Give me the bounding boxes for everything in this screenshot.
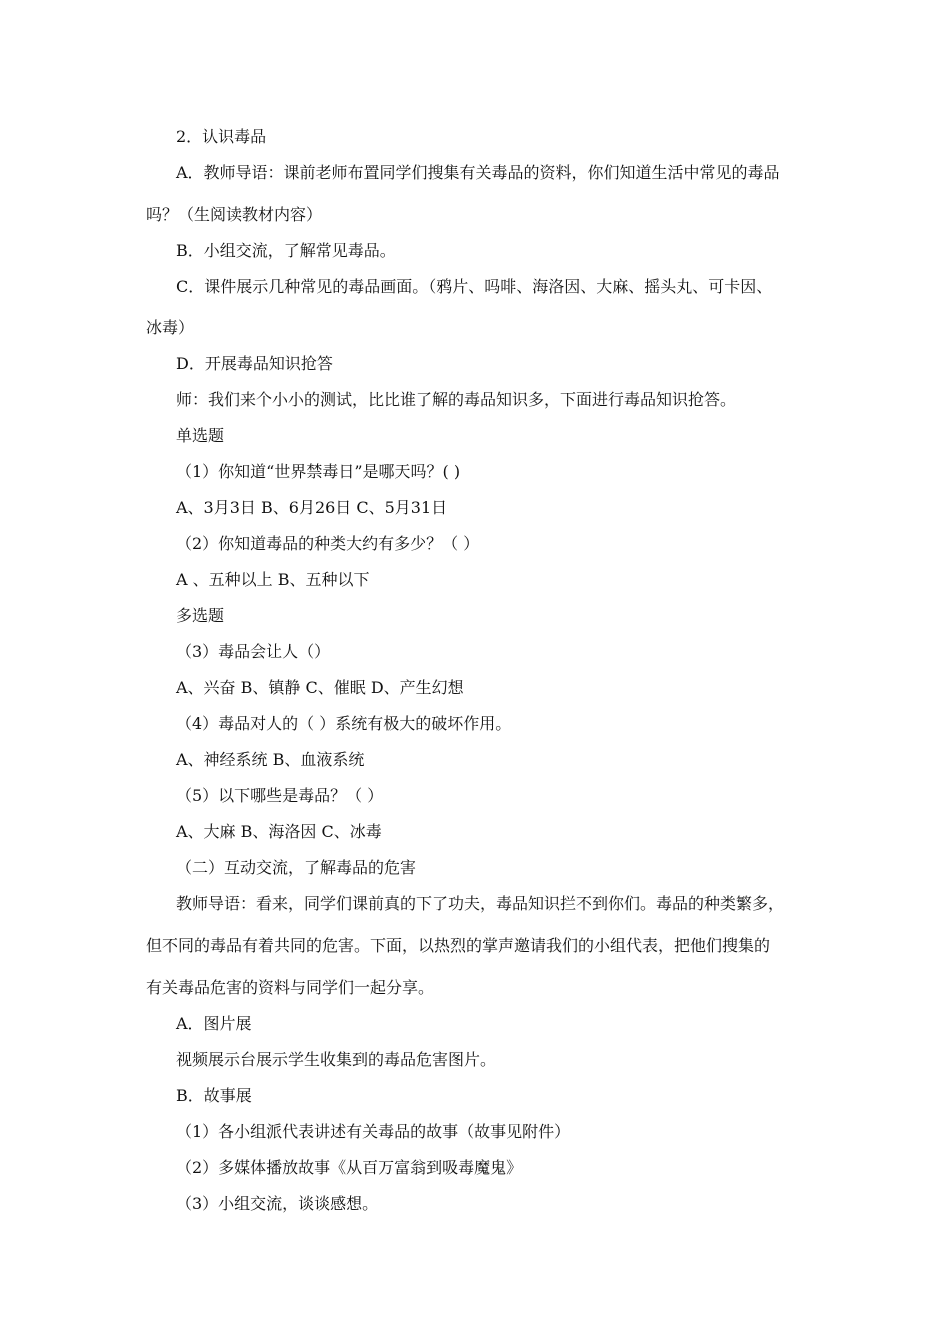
quiz-question: （2）你知道毒品的种类大约有多少？（ ） bbox=[176, 534, 480, 553]
quiz-question: （4）毒品对人的（ ）系统有极大的破坏作用。 bbox=[176, 714, 512, 733]
paragraph-line: 吗？（生阅读教材内容） bbox=[146, 205, 323, 224]
list-item: （3）小组交流，谈谈感想。 bbox=[176, 1194, 379, 1213]
section-heading: 2．认识毒品 bbox=[176, 127, 267, 146]
quiz-options: A、兴奋 B、镇静 C、催眠 D、产生幻想 bbox=[176, 678, 464, 697]
section-heading: （二）互动交流，了解毒品的危害 bbox=[176, 858, 417, 877]
quiz-options: A、大麻 B、海洛因 C、冰毒 bbox=[176, 822, 382, 841]
paragraph-line: B．小组交流，了解常见毒品。 bbox=[176, 241, 396, 260]
quiz-options: A 、五种以上 B、五种以下 bbox=[176, 570, 370, 589]
paragraph-line: 师：我们来个小小的测试，比比谁了解的毒品知识多，下面进行毒品知识抢答。 bbox=[176, 390, 737, 409]
paragraph-line: C．课件展示几种常见的毒品画面。（鸦片、吗啡、海洛因、大麻、摇头丸、可卡因、 bbox=[176, 277, 773, 296]
list-item: （1）各小组派代表讲述有关毒品的故事（故事见附件） bbox=[176, 1122, 571, 1141]
subheading: B．故事展 bbox=[176, 1086, 252, 1105]
quiz-question: （5）以下哪些是毒品？（ ） bbox=[176, 786, 384, 805]
paragraph-line: 但不同的毒品有着共同的危害。下面，以热烈的掌声邀请我们的小组代表，把他们搜集的 bbox=[146, 936, 771, 955]
subheading: 多选题 bbox=[176, 606, 225, 625]
paragraph-line: 教师导语：看来，同学们课前真的下了功夫，毒品知识拦不到你们。毒品的种类繁多， bbox=[176, 894, 785, 913]
quiz-question: （1）你知道“世界禁毒日”是哪天吗？( ) bbox=[176, 462, 461, 481]
paragraph-line: A．教师导语：课前老师布置同学们搜集有关毒品的资料，你们知道生活中常见的毒品 bbox=[176, 163, 780, 182]
subheading: A．图片展 bbox=[176, 1014, 252, 1033]
quiz-question: （3）毒品会让人（） bbox=[176, 642, 331, 661]
quiz-options: A、神经系统 B、血液系统 bbox=[176, 750, 365, 769]
list-item: （2）多媒体播放故事《从百万富翁到吸毒魔鬼》 bbox=[176, 1158, 523, 1177]
paragraph-line: 视频展示台展示学生收集到的毒品危害图片。 bbox=[176, 1050, 497, 1069]
paragraph-line: D．开展毒品知识抢答 bbox=[176, 354, 333, 373]
quiz-options: A、3月3日 B、6月26日 C、5月31日 bbox=[176, 498, 448, 517]
paragraph-line: 冰毒） bbox=[146, 318, 195, 337]
subheading: 单选题 bbox=[176, 426, 225, 445]
paragraph-line: 有关毒品危害的资料与同学们一起分享。 bbox=[146, 978, 435, 997]
